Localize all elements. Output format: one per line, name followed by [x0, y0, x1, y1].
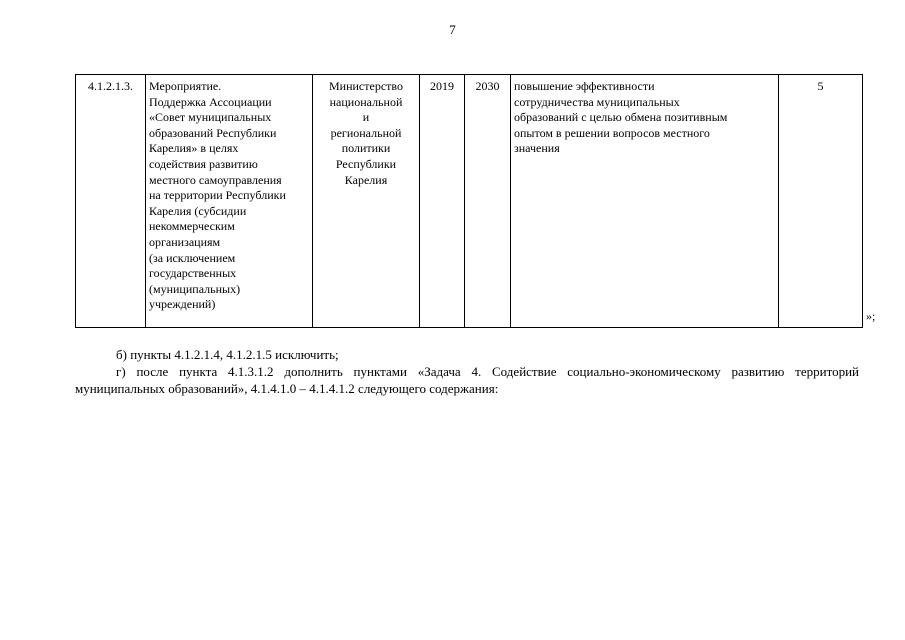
expected-result-line: образований с целью обмена позитивным: [514, 110, 728, 125]
item-code-cell: 4.1.2.1.3.: [76, 75, 146, 328]
expected-result-line: повышение эффективности: [514, 79, 655, 93]
event-description-line: (муниципальных): [149, 281, 241, 296]
event-description-line: на территории Республики: [149, 188, 286, 203]
expected-result-line: опытом в решении вопросов местного: [514, 125, 710, 140]
start-year-cell: 2019: [420, 75, 465, 328]
executor-name-line: региональной: [330, 125, 402, 140]
executor-name-line: Республики: [335, 156, 397, 171]
event-description-line: образований Республики: [149, 125, 277, 140]
end-year-cell: 2030: [465, 75, 511, 328]
event-description-line: Карелия (субсидии: [149, 203, 247, 218]
page-number: 7: [449, 22, 456, 37]
executor-cell: [313, 75, 420, 328]
event-description-line: «Совет муниципальных: [149, 110, 272, 125]
expected-result: [514, 79, 775, 157]
executor-name-line: национальной: [329, 94, 403, 109]
event-description-line: содействия развитию: [149, 156, 258, 171]
closing-quote-mark: »;: [866, 309, 876, 323]
table-row: [76, 75, 863, 328]
executor-name: [316, 79, 416, 188]
event-description-line: Мероприятие.: [149, 79, 222, 93]
event-description-cell: [146, 75, 313, 328]
paragraph-g: г) после пункта 4.1.3.1.2 дополнить пунктами «Задача 4. Содействие социально-экономическому развитию территорий муниципальных образований», 4.1.4.1.0 – 4.1.4.1.2 следующего содержания:: [75, 364, 859, 396]
event-description-line: учреждений): [149, 297, 216, 312]
event-description-line: государственных: [149, 266, 237, 281]
event-description-line: Поддержка Ассоциации: [149, 94, 272, 109]
expected-result-line: значения: [514, 141, 560, 156]
executor-name-line: и: [362, 110, 370, 125]
event-description-line: Карелия» в целях: [149, 141, 239, 156]
event-description: [149, 79, 309, 313]
event-description-line: организациям: [149, 234, 221, 249]
executor-name-line: Карелия: [344, 172, 388, 187]
expected-result-cell: [511, 75, 779, 328]
event-description-line: некоммерческим: [149, 219, 235, 234]
executor-name-line: политики: [341, 141, 391, 156]
event-description-line: (за исключением: [149, 250, 236, 265]
expected-result-line: сотрудничества муниципальных: [514, 94, 680, 109]
executor-name-line: Министерство: [329, 79, 403, 93]
indicator-cell: 5: [779, 75, 863, 328]
event-description-line: местного самоуправления: [149, 172, 282, 187]
paragraph-b: б) пункты 4.1.2.1.4, 4.1.2.1.5 исключить;: [116, 347, 339, 362]
program-table: [75, 74, 863, 328]
